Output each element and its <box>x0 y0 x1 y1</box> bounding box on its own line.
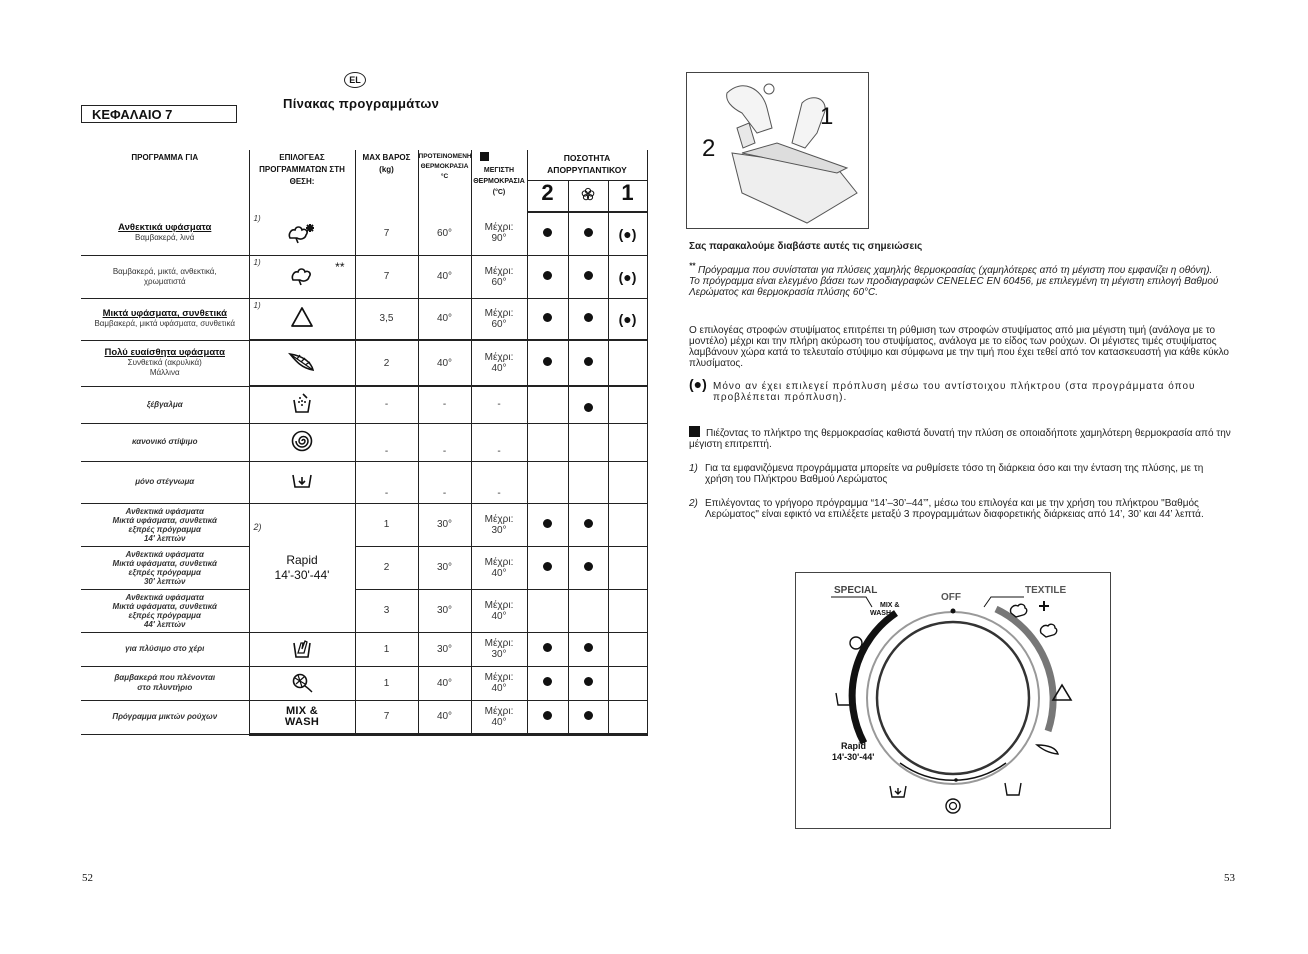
compartment-2: 2 <box>527 180 568 212</box>
dot-marker <box>584 357 593 366</box>
dot-marker <box>543 519 552 528</box>
dot-marker <box>543 711 552 720</box>
softener-flower-icon <box>568 180 608 212</box>
dot-marker <box>584 562 593 571</box>
dot-marker <box>543 677 552 686</box>
table-row: Ανθεκτικά υφάσματα Μικτά υφάσματα, συνθετικά εξπρές πρόγραμμα 44' λεπτών 3 30° Μέχρι: 40° <box>81 589 647 632</box>
dot-marker <box>543 313 552 322</box>
dot-marker <box>584 519 593 528</box>
dot-marker <box>543 562 552 571</box>
delicate-feather-icon <box>287 350 317 374</box>
prewash-symbol: (●) <box>689 376 707 392</box>
dial-label-rapid: Rapid 14'-30'-44' <box>832 741 875 762</box>
dot-marker <box>543 271 552 280</box>
cotton-flower-icon <box>286 220 318 244</box>
prewash-note: (●) Μόνο αν έχει επιλεγεί πρόπλυση μέσω του αντίστοιχου πλήκτρου (στα προγράμματα όπου προβλέπεται πρόπλυση). <box>689 376 1196 403</box>
notes-title: Σας παρακαλούμε διαβάστε αυτές τις σημειώσεις <box>689 241 923 252</box>
rapid-program-cell: 2) Rapid 14'-30'-44' <box>249 503 355 632</box>
program-dial-figure <box>795 572 1111 829</box>
dial-label-special: SPECIAL <box>834 585 878 596</box>
spin-spiral-icon <box>291 430 313 452</box>
dot-marker <box>584 228 593 237</box>
dot-marker <box>543 357 552 366</box>
dot-marker <box>584 271 593 280</box>
handwash-icon <box>291 637 313 659</box>
dot-marker <box>584 677 593 686</box>
dot-marker <box>584 643 593 652</box>
table-row: Πολύ ευαίσθητα υφάσματα Συνθετικά (ακρυλικά) Μάλλινα 2 40° Μέχρι: 40° <box>81 340 647 386</box>
dial-label-mix-wash: MIX & WASH <box>870 602 900 617</box>
figure-label-2: 2 <box>702 135 716 162</box>
footnote-2: 2) Επιλέγοντας το γρήγορο πρόγραμμα “14’–30’–44’”, μέσω του επιλογέα και με την χρήση του πλήκτρου "Βαθμός Λερώματος" είναι εφικτό να επιλέξετε μεταξύ 3 προγραμμάτων διαφορετικής διάρκειας από 14’, 30’ και 44’ λεπτά. <box>689 498 1204 520</box>
dial-label-off: OFF <box>941 592 961 603</box>
dot-marker <box>584 711 593 720</box>
table-row: Ανθεκτικά υφάσματα Μικτά υφάσματα, συνθετικά εξπρές πρόγραμμα 30' λεπτών 2 30° Μέχρι: 40° <box>81 546 647 589</box>
temp-note: Πιέζοντας το πλήκτρο της θερμοκρασίας καθιστά δυνατή την πλύση σε οποιαδήποτε χαμηλότερη θερμοκρασία από την μέγιστη επιτρεπτή. <box>689 428 1231 450</box>
header-max-load: MAX ΒΑΡΟΣ (kg) <box>355 150 418 212</box>
footnote-1: 1) Για τα εμφανιζόμενα προγράμματα μπορείτε να ρυθμίσετε τόσο τη διάρκεια όσο και την ένταση της πλύσης, με τη χρήση του Πλήκτρου Βαθμού Λερώματος <box>689 463 1204 485</box>
table-row: Ανθεκτικά υφάσματα Μικτά υφάσματα, συνθετικά εξπρές πρόγραμμα 14' λεπτών 2) Rapid 14'-30'-44' 1 30° Μέχρι: 30° <box>81 503 647 546</box>
detergent-drawer-figure <box>686 72 869 229</box>
table-row: Πρόγραμμα μικτών ρούχων MIX & WASH 7 40° Μέχρι: 40° <box>81 700 647 734</box>
table-row: κανονικό στίψιμο - - - <box>81 423 647 461</box>
table-row: για πλύσιμο στο χέρι 1 30° Μέχρι: 30° <box>81 632 647 666</box>
synthetic-triangle-icon <box>290 306 314 328</box>
dot-marker <box>584 403 593 412</box>
table-row: μόνο στέγνωμα - - - <box>81 461 647 503</box>
square-bullet-icon <box>689 426 700 437</box>
star-note: ** Πρόγραμμα που συνίσταται για πλύσεις χαμηλής θερμοκρασίας (χαμηλότερες από τη μέγιστη που εμφανίζει η οθόνη). Το πρόγραμμα είναι ελεγμένο βάσει των προδιαγραφών CENELEC EN 60456, με επιλεγμένη τη μέγιστη επιλογή Βαθμού Λερώματος και θερμοκρασία πλύσης 60°C. <box>689 262 1219 299</box>
header-max-temp: ΜΕΓΙΣΤΗ ΘΕΡΜΟΚΡΑΣΙΑ (°C) <box>471 150 527 212</box>
table-row: βαμβακερά που πλένονται στο πλυντήριο 1 40° Μέχρι: 40° <box>81 666 647 700</box>
header-detergent: ΠΟΣΟΤΗΤΑ ΑΠΟΡΡΥΠΑΝΤΙΚΟΥ <box>527 150 647 180</box>
figure-label-1: 1 <box>820 103 834 130</box>
dot-marker <box>543 643 552 652</box>
table-row: ξέβγαλμα - - - <box>81 386 647 423</box>
rinse-shower-icon <box>290 392 314 414</box>
table-row: Βαμβακερά, μικτά, ανθεκτικά, χρωματιστά 1) ** 7 40° Μέχρι: 60° (●) <box>81 255 647 298</box>
table-row: Μικτά υφάσματα, συνθετικά Βαμβακερά, μικτά υφάσματα, συνθετικά 1) 3,5 40° Μέχρι: 60° (●) <box>81 298 647 340</box>
drain-icon <box>290 471 314 491</box>
header-program-for: ΠΡΟΓΡΑΜΜΑ ΓΙΑ <box>131 153 199 162</box>
wool-ball-icon <box>290 670 314 694</box>
compartment-1: 1 <box>608 180 647 212</box>
page-number-left: 52 <box>82 872 93 884</box>
dot-marker <box>543 228 552 237</box>
program-table <box>81 150 648 736</box>
dot-marker <box>584 313 593 322</box>
header-selector: ΕΠΙΛΟΓΕΑΣ ΠΡΟΓΡΑΜΜΑΤΩΝ ΣΤΗ ΘΕΣΗ: <box>249 150 355 212</box>
spin-note: Ο επιλογέας στροφών στυψίματος επιτρέπει τη ρύθμιση των στροφών στυψίματος από μια μέγιστη τιμή (ανάλογα με το μοντέλο) μέχρι και την πλήρη ακύρωση του στυψίματος, ανάλογα με το είδος των ρούχων. Οι μέγιστες τιμές στυψίματος λαμβάνουν χώρα κατά το τελευταίο στύψιμο και σύμφωνα με την τιμή που έχει τεθεί από τον κατασκευαστή για κάθε κύκλο πλυσίματος. <box>689 325 1229 369</box>
cotton-icon <box>289 263 315 287</box>
dial-label-textile: TEXTILE <box>1025 585 1067 596</box>
mix-wash-icon: MIX & WASH <box>249 700 355 734</box>
chapter-label: ΚΕΦΑΛΑΙΟ 7 <box>81 105 237 123</box>
page-title: Πίνακας προγραμμάτων <box>283 96 440 111</box>
square-bullet-icon <box>480 152 489 161</box>
header-recommended-temp: ΠΡΟΤΕΙΝΟΜΕΝΗ ΘΕΡΜΟΚΡΑΣΙΑ °C <box>418 150 471 212</box>
table-row: Ανθεκτικά υφάσματα Βαμβακερά, λινά 1) 7 60° Μέχρι: 90° (●) <box>81 212 647 255</box>
language-badge: EL <box>344 72 366 88</box>
page-number-right: 53 <box>1224 872 1235 884</box>
